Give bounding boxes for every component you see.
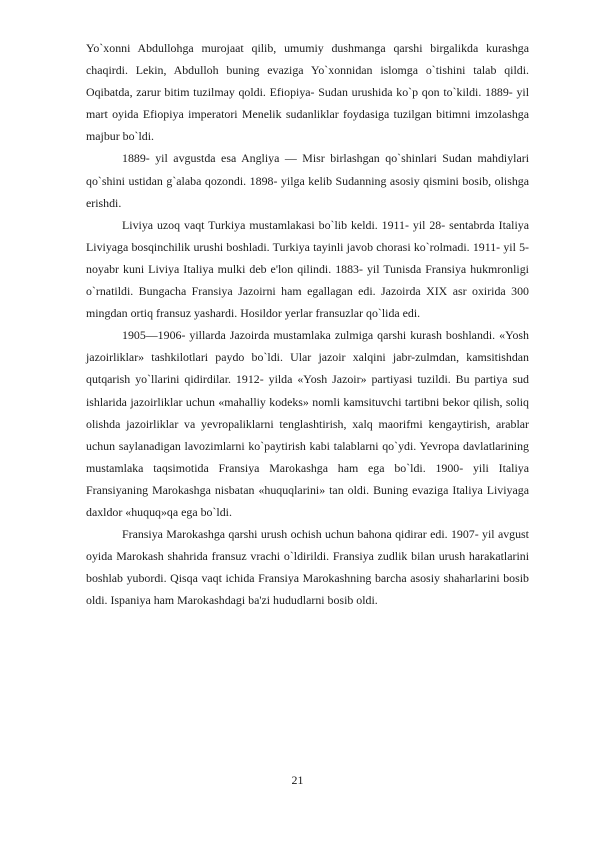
paragraph-5: Fransiya Marokashga qarshi urush ochish uchun bahona qidirar edi. 1907- yil avgust oyida Marokash shahrida fransuz vrachi o`ldirildi. Fransiya zudlik bilan urush harakatlarini boshlab yubordi. Qisqa vaqt ichida Fransiya Marokashning barcha asosiy shaharlarini bosib oldi. Ispaniya ham Marokashdagi ba'zi hududlarni bosib oldi. (86, 527, 529, 608)
page-number: 21 (291, 773, 304, 787)
body-text (86, 37, 529, 611)
paragraph-2: 1889- yil avgustda esa Angliya — Misr birlashgan qo`shinlari Sudan mahdiylari qo`shini ustidan g`alaba qozondi. 1898- yilga kelib Sudanning asosiy qismini bosib, olishga erishdi. (86, 151, 529, 210)
paragraph-1: Yo`xonni Abdullohga murojaat qilib, umumiy dushmanga qarshi birgalikda kurashga chaqirdi. Lekin, Abdulloh buning evaziga Yo`xonnidan islomga o`tishini talab qildi. Oqibatda, zarur bitim tuzilmay qoldi. Efiopiya- Sudan urushida ko`p qon to`kildi. 1889- yil mart oyida Efiopiya imperatori Menelik sudanliklar foydasiga tuzilgan bitimni imzolashga majbur bo`ldi. (86, 41, 529, 144)
paragraph-3: Liviya uzoq vaqt Turkiya mustamlakasi bo`lib keldi. 1911- yil 28- sentabrda Italiya Liviyaga bosqinchilik urushi boshladi. Turkiya tayinli javob chorasi ko`rolmadi. 1911- yil 5- noyabr kuni Liviya Italiya mulki deb e'lon qilindi. 1883- yil Tunisda Fransiya hukmronligi o`rnatildi. Bungacha Fransiya Jazoirni ham egallagan edi. Jazoirda XIX asr oxirida 300 mingdan ortiq fransuz yashardi. Hosildor yerlar fransuzlar qo`lida edi. (86, 217, 529, 321)
paragraph-4: 1905—1906- yillarda Jazoirda mustamlaka zulmiga qarshi kurash boshlandi. «Yosh jazoirliklar» tashkilotlari paydo bo`ldi. Ular jazoir xalqini jabr-zulmdan, kamsitishdan qutqarish yo`llarini qidirdilar. 1912- yilda «Yosh Jazoir» partiyasi tuzildi. Bu partiya sud ishlarida jazoirliklar uchun «mahalliy kodeks» nomli kamsituvchi tartibni bekor qilish, soliq olishda jazoirliklar va yevropaliklarni tenglashtirish, xalq maorifmi kengaytirish, arablar uchun saylanadigan lavozimlarni ko`paytirish kabi talablarni qo`ydi. Yevropa davlatlarining mustamlaka taqsimotida Fransiya Marokashga ham ega bo`ldi. 1900- yili Italiya Fransiyaning Marokashga nisbatan «huquqlarini» tan oldi. Buning evaziga Italiya Liviyaga daxldor «huquq»qa ega bo`ldi. (86, 328, 529, 519)
